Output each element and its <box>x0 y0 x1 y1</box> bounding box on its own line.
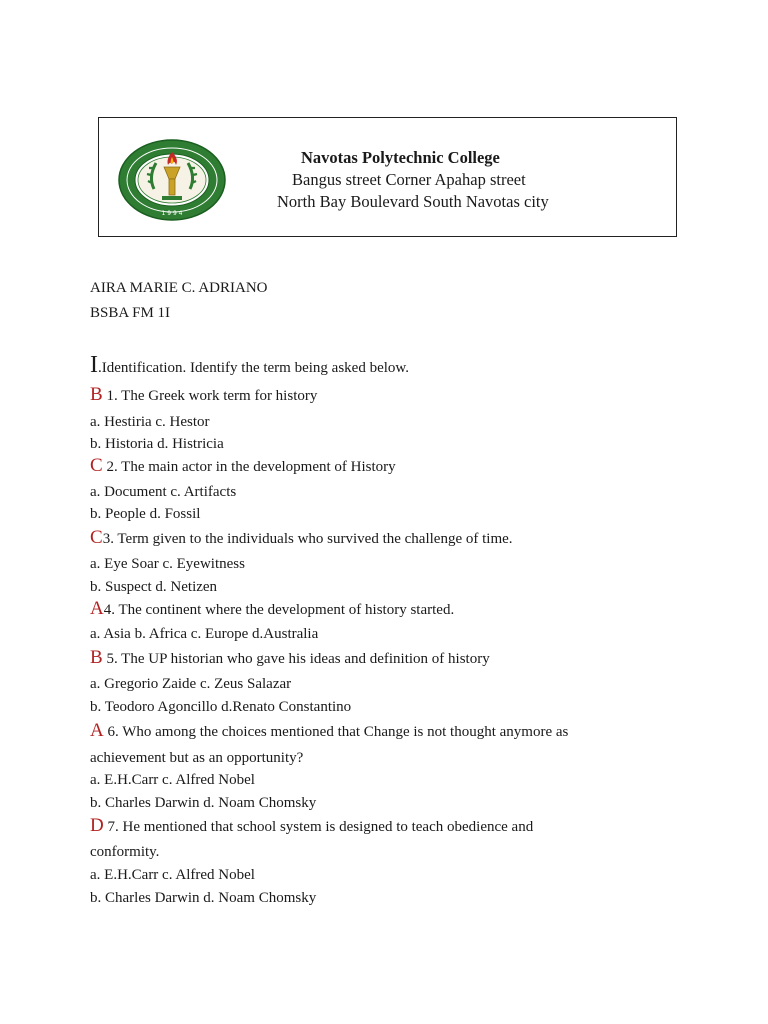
college-name: Navotas Polytechnic College <box>301 148 500 167</box>
question-6-continuation: achievement but as an opportunity? <box>90 750 304 766</box>
question-5-option: a. Gregorio Zaide c. Zeus Salazar <box>90 676 292 692</box>
question-3-answer: C <box>90 527 103 548</box>
question-2-option: b. People d. Fossil <box>90 506 201 522</box>
address-line-1: Bangus street Corner Apahap street <box>292 170 526 189</box>
question-4-text: 4. The continent where the development of history started. <box>103 602 455 618</box>
question-6-option: a. E.H.Carr c. Alfred Nobel <box>90 772 255 788</box>
section-heading <box>90 352 410 378</box>
question-6-answer: A <box>90 720 104 741</box>
letterhead-box <box>98 117 677 237</box>
question-7-text: 7. He mentioned that school system is designed to teach obedience and <box>103 819 534 835</box>
question-1-text: 1. The Greek work term for history <box>102 388 318 404</box>
question-7-continuation: conformity. <box>90 844 160 860</box>
question-2-option: a. Document c. Artifacts <box>90 484 237 500</box>
student-name: AIRA MARIE C. ADRIANO <box>90 280 268 296</box>
question-4-answer: A <box>90 598 104 619</box>
question-5-text: 5. The UP historian who gave his ideas and definition of history <box>102 651 490 667</box>
question-5-option: b. Teodoro Agoncillo d.Renato Constantino <box>90 699 352 715</box>
question-2-answer: C <box>90 455 103 476</box>
question-7 <box>90 817 533 836</box>
question-5 <box>90 649 490 668</box>
address-line-2: North Bay Boulevard South Navotas city <box>277 192 549 211</box>
question-7-answer: D <box>90 815 104 836</box>
question-4 <box>90 600 454 619</box>
section-heading-text: .Identification. Identify the term being asked below. <box>98 360 410 376</box>
student-section: BSBA FM 1I <box>90 305 171 321</box>
question-1-option: a. Hestiria c. Hestor <box>90 414 210 430</box>
question-3-option: b. Suspect d. Netizen <box>90 579 218 595</box>
question-3-text: 3. Term given to the individuals who survived the challenge of time. <box>102 531 513 547</box>
question-2 <box>90 457 396 476</box>
question-3-option: a. Eye Soar c. Eyewitness <box>90 556 245 572</box>
question-6 <box>90 722 568 741</box>
question-2-text: 2. The main actor in the development of History <box>102 459 396 475</box>
question-4-option: a. Asia b. Africa c. Europe d.Australia <box>90 626 319 642</box>
question-7-option: b. Charles Darwin d. Noam Chomsky <box>90 890 317 906</box>
question-1-answer: B <box>90 384 103 405</box>
question-3 <box>90 529 513 548</box>
question-6-option: b. Charles Darwin d. Noam Chomsky <box>90 795 317 811</box>
question-7-option: a. E.H.Carr c. Alfred Nobel <box>90 867 255 883</box>
question-1-option: b. Historia d. Histricia <box>90 436 224 452</box>
question-1 <box>90 386 317 405</box>
question-6-text: 6. Who among the choices mentioned that Change is not thought anymore as <box>103 724 569 740</box>
section-numeral: I <box>90 352 98 378</box>
college-seal-logo <box>118 139 226 221</box>
question-5-answer: B <box>90 647 103 668</box>
svg-text:1 9 9 4: 1 9 9 4 <box>161 210 183 217</box>
